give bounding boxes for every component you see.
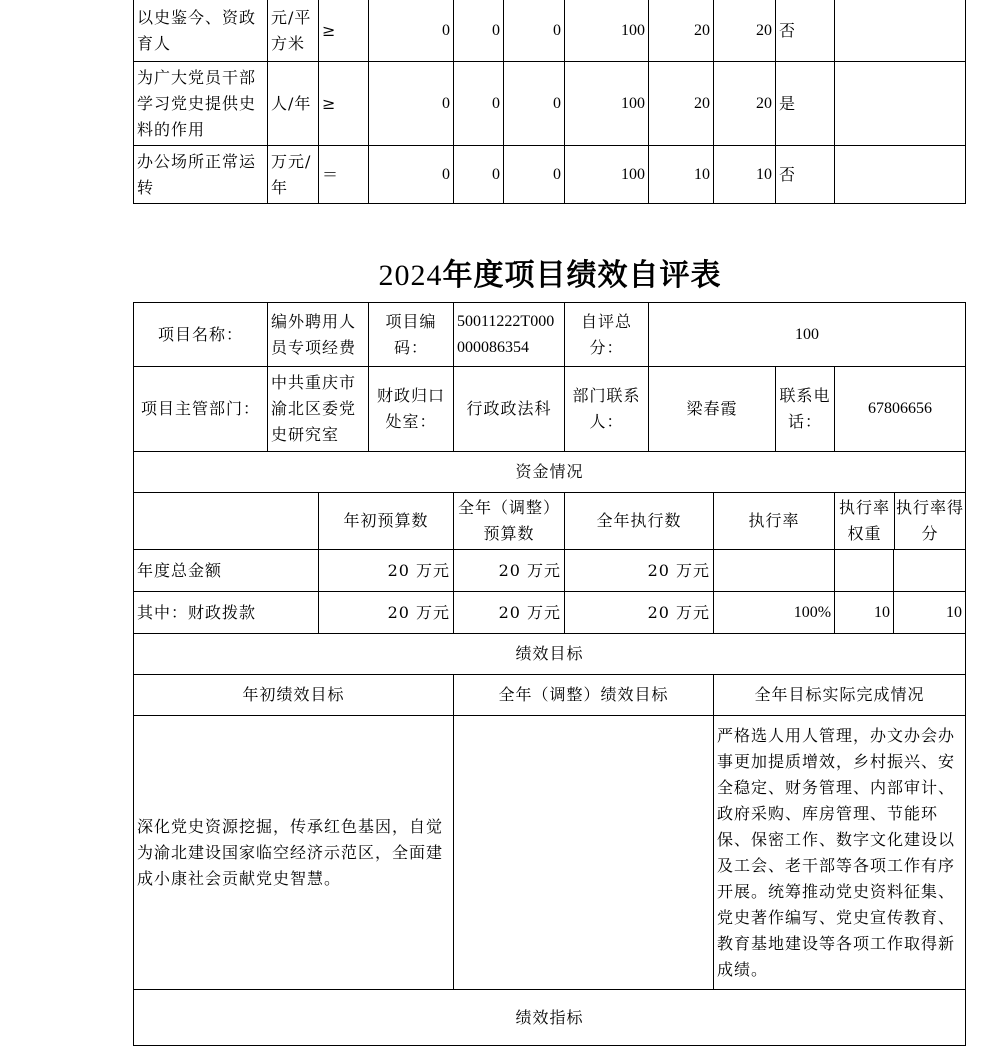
indicator-value: 0: [369, 0, 454, 62]
title-year: 2024: [378, 259, 443, 292]
funds-executed: 20 万元: [565, 592, 714, 634]
table-row: [134, 990, 966, 1046]
table-row: [134, 303, 966, 367]
indicator-value: 10: [714, 146, 776, 204]
indicator-operator: ＝: [319, 146, 369, 204]
finance-office-label: 财政归口处室：: [369, 367, 454, 452]
funds-adjusted: 20 万元: [454, 550, 565, 592]
goals-actual-header: 全年目标实际完成情况: [714, 675, 966, 716]
indicator-note: [835, 146, 966, 204]
indicator-name: 办公场所正常运转: [134, 146, 268, 204]
project-name: 编外聘用人员专项经费: [268, 303, 369, 367]
phone-label: 联系电话：: [776, 367, 835, 452]
table-row: [134, 0, 966, 62]
funds-header-weight-score: [835, 493, 966, 550]
indicator-value: 20: [649, 62, 714, 146]
indicators-section-title: 绩效指标: [134, 990, 966, 1046]
indicator-value: 20: [714, 62, 776, 146]
funds-row-label: 年度总金额: [134, 550, 319, 592]
indicator-value: 0: [454, 0, 504, 62]
indicator-operator: ≥: [319, 62, 369, 146]
funds-weight-score: [835, 550, 966, 592]
goals-initial: 深化党史资源挖掘，传承红色基因，自觉为渝北建设国家临空经济示范区，全面建成小康社会贡献党史智慧。: [134, 716, 454, 990]
indicator-value: 0: [369, 62, 454, 146]
goals-actual: 严格选人用人管理，办文办会办事更加提质增效，乡村振兴、安全稳定、财务管理、内部审计、政府采购、库房管理、节能环保、保密工作、数字文化建设以及工会、老干部等各项工作有序开展。统筹推动党史资料征集、党史著作编写、党史宣传教育、教育基地建设等各项工作取得新成绩。: [714, 716, 966, 990]
indicator-value: 0: [369, 146, 454, 204]
funds-header-weight: 执行率权重: [835, 493, 895, 549]
indicator-value: 0: [504, 146, 565, 204]
funds-weight: 10: [835, 592, 894, 633]
indicator-value: 100: [565, 0, 649, 62]
indicator-unit: 人/年: [268, 62, 319, 146]
contact-person: 梁春霞: [649, 367, 776, 452]
funds-header-blank: [134, 493, 319, 550]
indicator-value: 20: [649, 0, 714, 62]
table-row: [134, 716, 966, 990]
indicator-value: 0: [504, 62, 565, 146]
table-row: [134, 675, 966, 716]
indicator-operator: ≥: [319, 0, 369, 62]
finance-office: 行政政法科: [454, 367, 565, 452]
funds-header-adjusted: 全年（调整）预算数: [454, 493, 565, 550]
funds-weight-score: [835, 592, 966, 634]
funds-initial: 20 万元: [319, 592, 454, 634]
indicator-met: 否: [776, 0, 835, 62]
project-code-label: 项目编码：: [369, 303, 454, 367]
dept-label: 项目主管部门：: [134, 367, 268, 452]
indicator-table-continued: [133, 0, 966, 204]
title-text: 年度项目绩效自评表: [442, 258, 722, 293]
funds-score: 10: [946, 604, 963, 621]
indicator-note: [835, 62, 966, 146]
indicator-name: 为广大党员干部学习党史提供史料的作用: [134, 62, 268, 146]
funds-header-executed: 全年执行数: [565, 493, 714, 550]
goals-adjusted: [454, 716, 714, 990]
goals-adjusted-header: 全年（调整）绩效目标: [454, 675, 714, 716]
table-row: [134, 62, 966, 146]
funds-weight: [835, 550, 894, 591]
indicator-value: 0: [454, 146, 504, 204]
indicator-note: [835, 0, 966, 62]
funds-executed: 20 万元: [565, 550, 714, 592]
indicator-value: 0: [504, 0, 565, 62]
funds-header-score: 执行率得分: [896, 498, 965, 543]
table-row: [134, 634, 966, 675]
indicator-unit: 万元/年: [268, 146, 319, 204]
total-score: 100: [649, 303, 966, 367]
page-title: [0, 256, 1000, 296]
funds-initial: 20 万元: [319, 550, 454, 592]
goals-section-title: 绩效目标: [134, 634, 966, 675]
funds-section-title: 资金情况: [134, 452, 966, 493]
funds-score: [894, 550, 965, 591]
table-row: [134, 367, 966, 452]
funds-header-initial: 年初预算数: [319, 493, 454, 550]
phone-number: 67806656: [835, 367, 966, 452]
funds-rate: 100%: [714, 592, 835, 634]
indicator-met: 是: [776, 62, 835, 146]
dept: 中共重庆市渝北区委党史研究室: [268, 367, 369, 452]
indicator-value: 100: [565, 62, 649, 146]
table-row: [134, 452, 966, 493]
indicator-name: 以史鉴今、资政育人: [134, 0, 268, 62]
indicator-unit: 元/平方米: [268, 0, 319, 62]
indicator-met: 否: [776, 146, 835, 204]
funds-adjusted: 20 万元: [454, 592, 565, 634]
table-row: [134, 550, 966, 592]
project-name-label: 项目名称：: [134, 303, 268, 367]
funds-row-label: 其中：财政拨款: [134, 592, 319, 634]
table-row: [134, 592, 966, 634]
table-row: [134, 146, 966, 204]
indicator-value: 0: [454, 62, 504, 146]
indicator-value: 20: [714, 0, 776, 62]
evaluation-table: [133, 302, 966, 1046]
contact-label: 部门联系人：: [565, 367, 649, 452]
funds-rate: [714, 550, 835, 592]
goals-initial-header: 年初绩效目标: [134, 675, 454, 716]
table-row: [134, 493, 966, 550]
project-code: 50011222T000000086354: [454, 303, 565, 367]
indicator-value: 10: [649, 146, 714, 204]
score-label: 自评总分：: [565, 303, 649, 367]
indicator-value: 100: [565, 146, 649, 204]
funds-header-rate: 执行率: [714, 493, 835, 550]
